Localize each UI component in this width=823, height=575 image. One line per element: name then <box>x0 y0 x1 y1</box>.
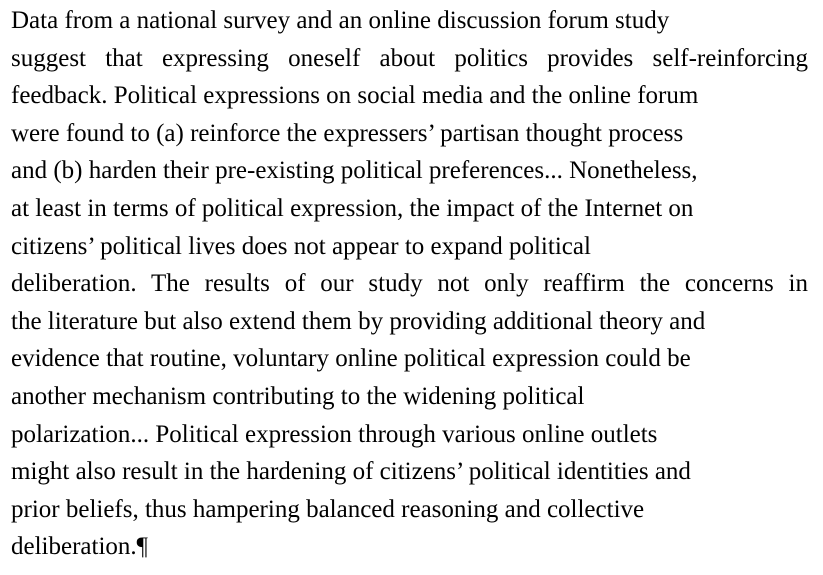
text-line: prior beliefs, thus hampering balanced reasoning and collective <box>11 495 645 523</box>
text-line: another mechanism contributing to the widening political <box>11 382 585 410</box>
text-line: polarization... Political expression through various online outlets <box>11 420 658 448</box>
text-line: citizens’ political lives does not appear to expand political <box>11 232 591 260</box>
text-line: Data from a national survey and an online discussion forum study <box>11 7 670 34</box>
text-line: feedback. Political expressions on social media and the online forum <box>11 82 699 110</box>
text-line: might also result in the hardening of citizens’ political identities and <box>11 458 691 486</box>
text-line: evidence that routine, voluntary online political expression could be <box>11 345 691 373</box>
text-line: were found to (a) reinforce the expressers’ partisan thought process <box>11 119 684 147</box>
text-line: at least in terms of political expression, the impact of the Internet on <box>11 194 694 222</box>
text-line-content: deliberation. <box>11 533 137 561</box>
text-line: suggest that expressing oneself about politics provides self-reinforcing <box>11 44 808 72</box>
last-text-line <box>11 528 823 566</box>
document-body <box>11 2 823 566</box>
text-line: and (b) harden their pre-existing political preferences... Nonetheless, <box>11 157 698 185</box>
text-line: the literature but also extend them by providing additional theory and <box>11 307 706 335</box>
text-line: deliberation. The results of our study not only reaffirm the concerns in <box>11 270 808 298</box>
paragraph-mark-icon: ¶ <box>136 533 148 561</box>
